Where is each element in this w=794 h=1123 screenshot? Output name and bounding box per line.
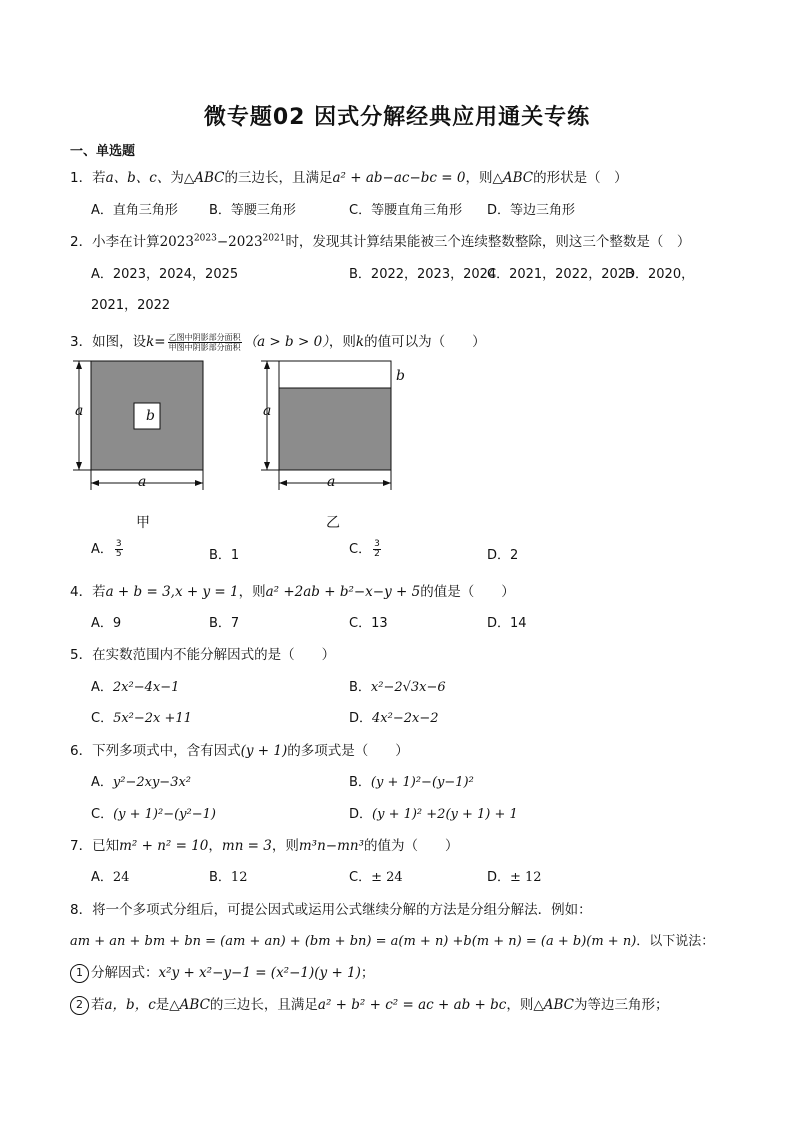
q1-option-b[interactable]: B．等腰三角形 [209,203,296,218]
question-7-stem: 7．已知m² + n² = 10，mn = 3，则m³n−mn³的值为（ ） [70,838,459,854]
q4-option-c[interactable]: C．13 [349,616,388,631]
q2-option-c[interactable]: C．2021，2022，2023 [487,267,635,282]
question-1-stem: 1．若a、b、c、为△ABC的三边长，且满足a² + ab−ac−bc = 0，则△ABC的形状是（ ） [70,170,628,186]
q4-option-b[interactable]: B．7 [209,616,240,631]
q6-option-d[interactable]: D．(y + 1)² +2(y + 1) + 1 [349,807,518,822]
page-title: 微专题02 因式分解经典应用通关专练 [203,105,591,130]
q8-example: am + an + bm + bn = (am + an) + (bm + bn) = a(m + n) +b(m + n) = (a + b)(m + n)．以下说法： [70,934,715,949]
q1-option-c[interactable]: C．等腰直角三角形 [349,203,463,218]
yi-label-a-left: a [263,403,272,419]
q1-triangle: △ABC [183,170,225,186]
figure-yi-caption: 乙 [326,515,340,531]
q6-option-c[interactable]: C．(y + 1)²−(y²−1) [91,807,216,822]
q4-option-d[interactable]: D．14 [487,616,527,631]
question-2-stem: 2．小李在计算$2023^{2023}-2023^{2021}$时，发现其计算结果能被三个连续整数整除，则这三个整数是（ ） [70,233,691,250]
question-6-stem: 6．下列多项式中，含有因式(y + 1)的多项式是（ ） [70,743,409,759]
q7-option-d[interactable]: D．± 12 [487,870,542,885]
q6-option-b[interactable]: B．(y + 1)²−(y−1)² [349,775,474,790]
q3-fraction: $\frac{\text{乙图中阴影部分面积}}{\text{甲图中阴影部分面积}}$ [168,332,241,352]
q3-option-b[interactable]: B．1 [209,548,240,563]
q2-option-a[interactable]: A．2023，2024，2025 [91,267,239,282]
q8-statement-1: 1 分解因式：x²y + x²−y−1 = (x²−1)(y + 1)； [70,961,374,983]
q7-option-b[interactable]: B．12 [209,870,248,885]
q7-option-c[interactable]: C．± 24 [349,870,403,885]
section-heading: 一、单选题 [70,144,136,159]
question-3-stem: 3．如图，设k= $\frac{\text{乙图中阴影部分面积}}{\text{甲图中阴影部分面积}}$ （a > b > 0），则k的值可以为（ ） [70,332,486,352]
q2-option-d-cont: 2021，2022 [91,298,171,313]
jia-label-a-left: a [75,403,84,419]
q1-option-a[interactable]: A．直角三角形 [91,203,178,218]
yi-shaded-rect [279,388,391,470]
q1-equation: a² + ab−ac−bc = 0 [332,170,466,186]
q5-option-c[interactable]: C．5x²−2x +11 [91,711,192,726]
q2-option-b[interactable]: B．2022，2023，2024 [349,267,497,282]
q1-option-d[interactable]: D．等边三角形 [487,203,576,218]
q8-statement-2: 2 若a，b，c是△ABC的三边长，且满足a² + b² + c² = ac + ab + bc，则△ABC为等边三角形； [70,993,669,1015]
q5-option-d[interactable]: D．4x²−2x−2 [349,711,439,726]
q7-option-a[interactable]: A．24 [91,870,130,885]
yi-label-b: b [396,368,405,384]
jia-label-b: b [146,408,155,424]
question-5-stem: 5．在实数范围内不能分解因式的是（ ） [70,647,336,663]
q6-option-a[interactable]: A．y²−2xy−3x² [91,775,192,790]
q2-option-d[interactable]: D．2020， [625,267,695,282]
q4-option-a[interactable]: A．9 [91,616,122,631]
question-4-stem: 4．若a + b = 3,x + y = 1，则a² +2ab + b²−x−y + 5的值是（ ） [70,584,515,600]
yi-label-a-bottom: a [327,474,336,490]
q5-option-b[interactable]: B．x²−2√3x−6 [349,680,446,695]
question-8-stem: 8．将一个多项式分组后，可提公因式或运用公式继续分解的方法是分组分解法．例如： [70,902,592,918]
q3-option-c[interactable]: C． $\frac{3}{2}$ [349,539,380,559]
jia-label-a-bottom: a [138,474,147,490]
q3-option-a[interactable]: A． $\frac{3}{5}$ [91,539,122,559]
figure-jia-caption: 甲 [136,515,150,531]
q1-vars: a、b、c、 [105,170,171,186]
q3-option-d[interactable]: D．2 [487,548,519,563]
q5-option-a[interactable]: A．2x²−4x−1 [91,680,180,695]
